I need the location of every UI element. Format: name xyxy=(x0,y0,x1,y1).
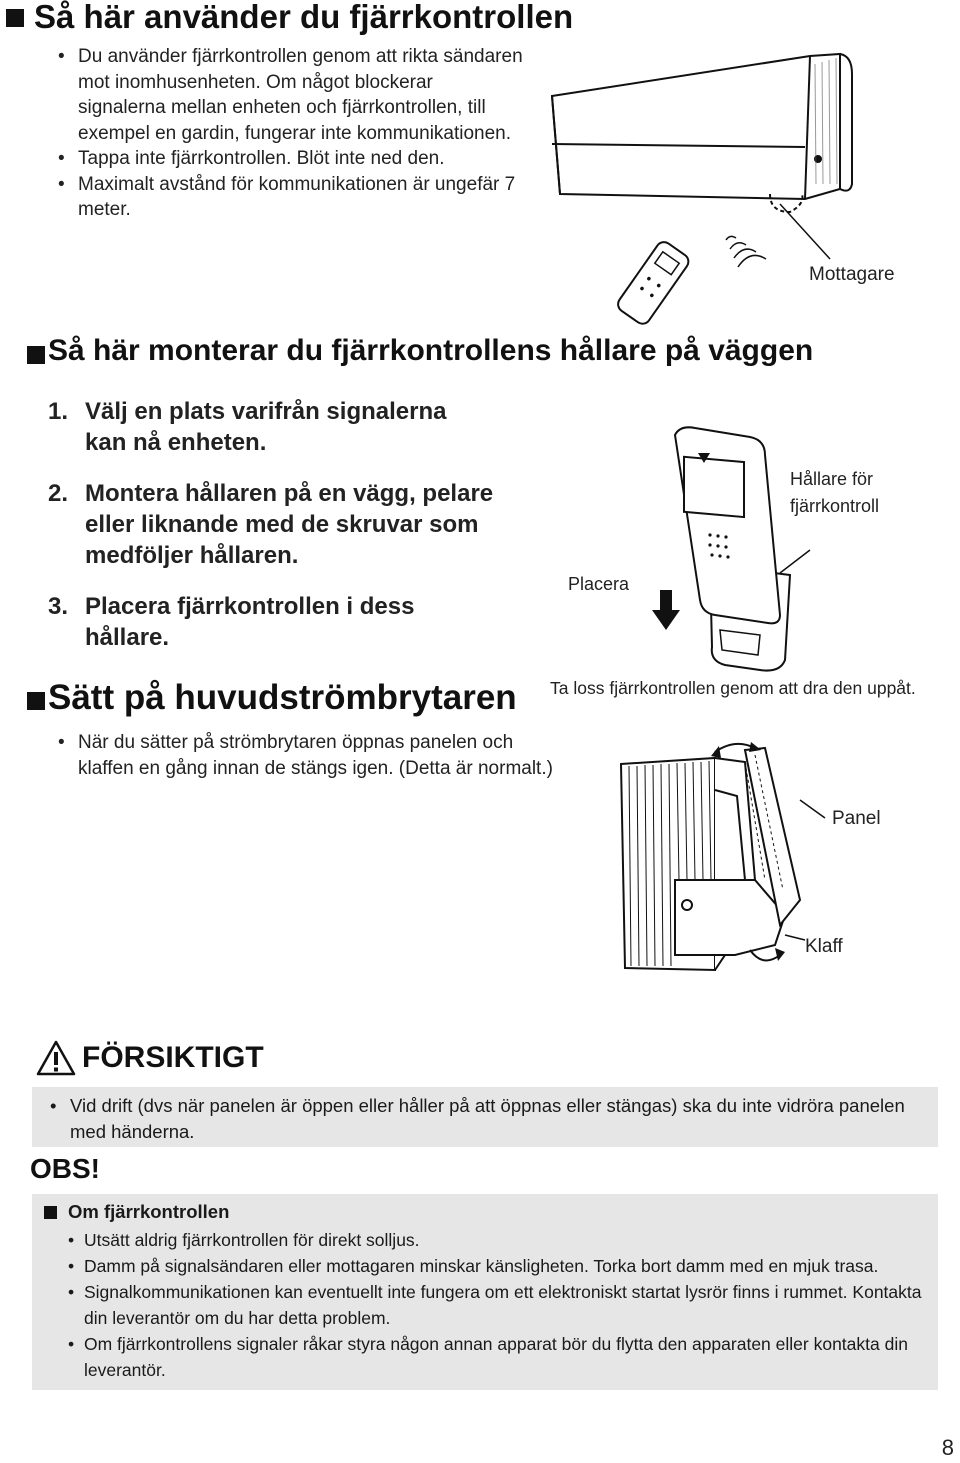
caution-heading: FÖRSIKTIGT xyxy=(36,1040,264,1076)
caution-box xyxy=(32,1087,938,1147)
step-3: 3. Placera fjärrkontrollen i dess hållare. xyxy=(48,593,415,651)
power-bullets xyxy=(54,730,594,781)
note-bullets xyxy=(66,1227,946,1383)
remote-icon xyxy=(615,239,692,327)
section-title-use-remote: Så här använder du fjärrkontrollen xyxy=(34,0,574,35)
holder-caption: Ta loss fjärrkontrollen genom att dra den uppåt. xyxy=(550,678,916,698)
section-marker xyxy=(6,9,24,27)
list-item: • När du sätter på strömbrytaren öppnas panelen och klaffen en gång innan de stängs igen. (Detta är normalt.) xyxy=(54,730,574,781)
list-item: • Vid drift (dvs när panelen är öppen eller håller på att öppnas eller stängas) ska du inte vidröra panelen med händerna. xyxy=(46,1093,906,1145)
step-2: 2. Montera hållaren på en vägg, pelare eller liknande med de skruvar som medföljer hållaren. xyxy=(48,480,494,569)
list-item: • Signalkommunikationen kan eventuellt inte fungera om ett elektroniskt startat lysrör finns i rummet. Kontakta din leverantör om du har detta problem. xyxy=(66,1279,946,1331)
step-1: 1. Välj en plats varifrån signalerna kan nå enheten. xyxy=(48,398,447,456)
warning-triangle-icon xyxy=(36,1040,76,1076)
section-marker xyxy=(27,692,45,710)
page-number: 8 xyxy=(941,1435,954,1460)
panel-label: Panel xyxy=(832,808,881,829)
note-heading: OBS! xyxy=(30,1153,100,1184)
arrow-down-icon xyxy=(652,590,680,630)
panel-flap-illustration xyxy=(615,740,815,980)
section-title-power: Sätt på huvudströmbrytaren xyxy=(48,678,517,717)
holder-label: Hållare för fjärrkontroll xyxy=(790,469,880,516)
list-item: • Utsätt aldrig fjärrkontrollen för direkt solljus. xyxy=(66,1227,946,1253)
section-marker xyxy=(27,346,45,364)
mount-steps xyxy=(48,396,518,673)
section-marker xyxy=(44,1206,57,1219)
note-box xyxy=(32,1194,938,1390)
receiver-label: Mottagare xyxy=(809,264,895,285)
list-item: • Maximalt avstånd för kommunikationen är ungefär 7 meter. xyxy=(54,172,524,223)
flap-label: Klaff xyxy=(805,936,843,957)
use-remote-bullets xyxy=(54,44,524,223)
list-item: • Om fjärrkontrollens signaler råkar styra någon annan apparat bör du flytta den apparaten eller kontakta din leverantör. xyxy=(66,1331,946,1383)
caution-bullets xyxy=(46,1093,906,1145)
note-subheading: Om fjärrkontrollen xyxy=(44,1201,229,1223)
section-title-mount-holder: Så här monterar du fjärrkontrollens hållare på väggen xyxy=(48,334,814,367)
indoor-unit-illustration xyxy=(540,44,960,334)
place-label: Placera xyxy=(568,574,630,594)
remote-holder-illustration xyxy=(640,425,810,675)
list-item: • Damm på signalsändaren eller mottagaren minskar känsligheten. Torka bort damm med en mjuk trasa. xyxy=(66,1253,946,1279)
list-item: • Tappa inte fjärrkontrollen. Blöt inte ned den. xyxy=(54,146,524,172)
list-item: • Du använder fjärrkontrollen genom att rikta sändaren mot inomhusenheten. Om något blockerar signalerna mellan enheten och fjärrkontrollen, till exempel en gardin, fungerar inte kommunikationen. xyxy=(54,44,524,146)
